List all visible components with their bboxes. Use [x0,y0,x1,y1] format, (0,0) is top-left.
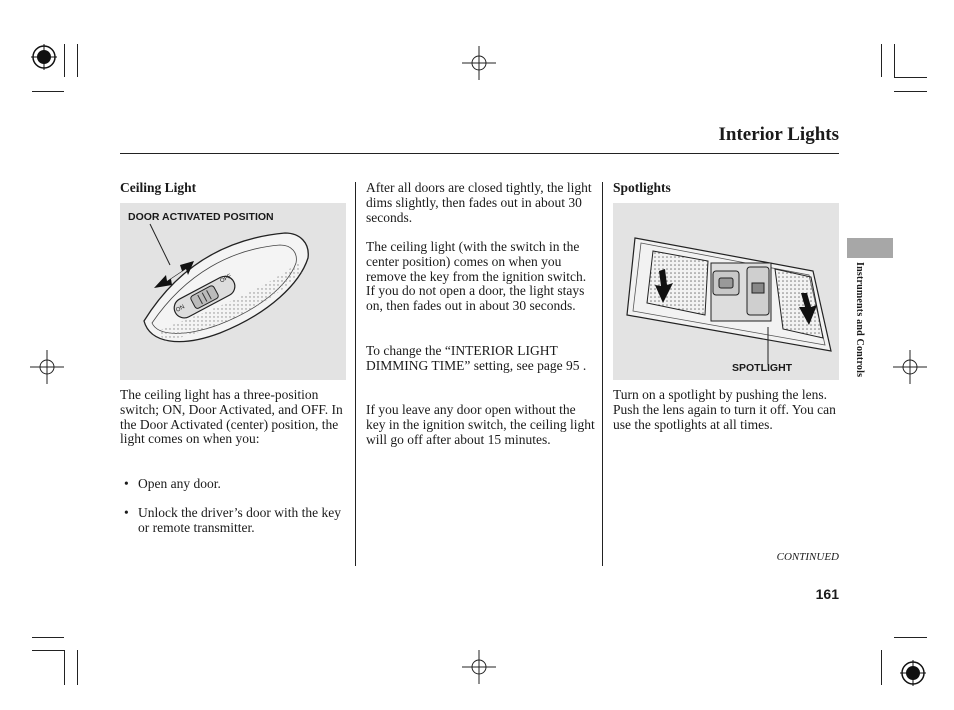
dim-paragraph: After all doors are closed tightly, the light dims slightly, then fades out in about 30 seconds. [366,180,592,225]
bullet-open-door: • Open any door. [124,477,354,493]
ceiling-light-body: The ceiling light has a three-position switch; ON, Door Activated, and OFF. In the Door Activated (center) position, the light comes on when you: [120,387,343,447]
bullet-open-door-text: Open any door. [138,476,221,491]
crosshair-top [462,46,496,80]
dimming-time-paragraph: To change the “INTERIOR LIGHT DIMMING TIME” setting, see page 95 . [366,343,587,373]
crosshair-left [30,350,64,384]
section-tab-label: Instruments and Controls [854,262,865,378]
crosshair-right [893,350,927,384]
spotlight-figure-caption: SPOTLIGHT [732,362,793,374]
key-removed-paragraph: The ceiling light (with the switch in the center position) comes on when you remove the key from the ignition switch. If you do not open a door, the light stays on, then fades out in about 30 seconds. [366,239,587,314]
spotlights-heading: Spotlights [613,180,671,195]
ceiling-figure-caption: DOOR ACTIVATED POSITION [128,211,274,223]
ceiling-light-heading: Ceiling Light [120,180,197,195]
spotlight-illustration [613,203,839,380]
bullet-unlock-door: • Unlock the driver’s door with the key or remote transmitter. [124,506,354,538]
ceiling-light-figure [120,203,346,380]
column-divider-1 [355,182,356,566]
page-number: 161 [815,586,839,602]
registration-target-bottom-right [900,660,926,686]
switch-label-on: ON [175,304,186,314]
spotlight-body: Turn on a spotlight by pushing the lens. Push the lens again to turn it off. You can use the spotlights at all times. [613,387,836,432]
page-title: Interior Lights [718,124,839,145]
crosshair-bottom [462,650,496,684]
bullet-unlock-door-text: Unlock the driver’s door with the key or remote transmitter. [138,505,341,535]
switch-label-off: OFF [219,273,233,285]
door-open-paragraph: If you leave any door open without the key in the ignition switch, the ceiling light will go off after about 15 minutes. [366,402,595,447]
section-tab [847,238,893,258]
continued-label: CONTINUED [776,551,839,563]
spotlight-figure [613,203,839,380]
registration-target-top-left [31,44,57,70]
header-rule [120,153,839,154]
ceiling-light-illustration [120,203,346,380]
column-divider-2 [602,182,603,566]
